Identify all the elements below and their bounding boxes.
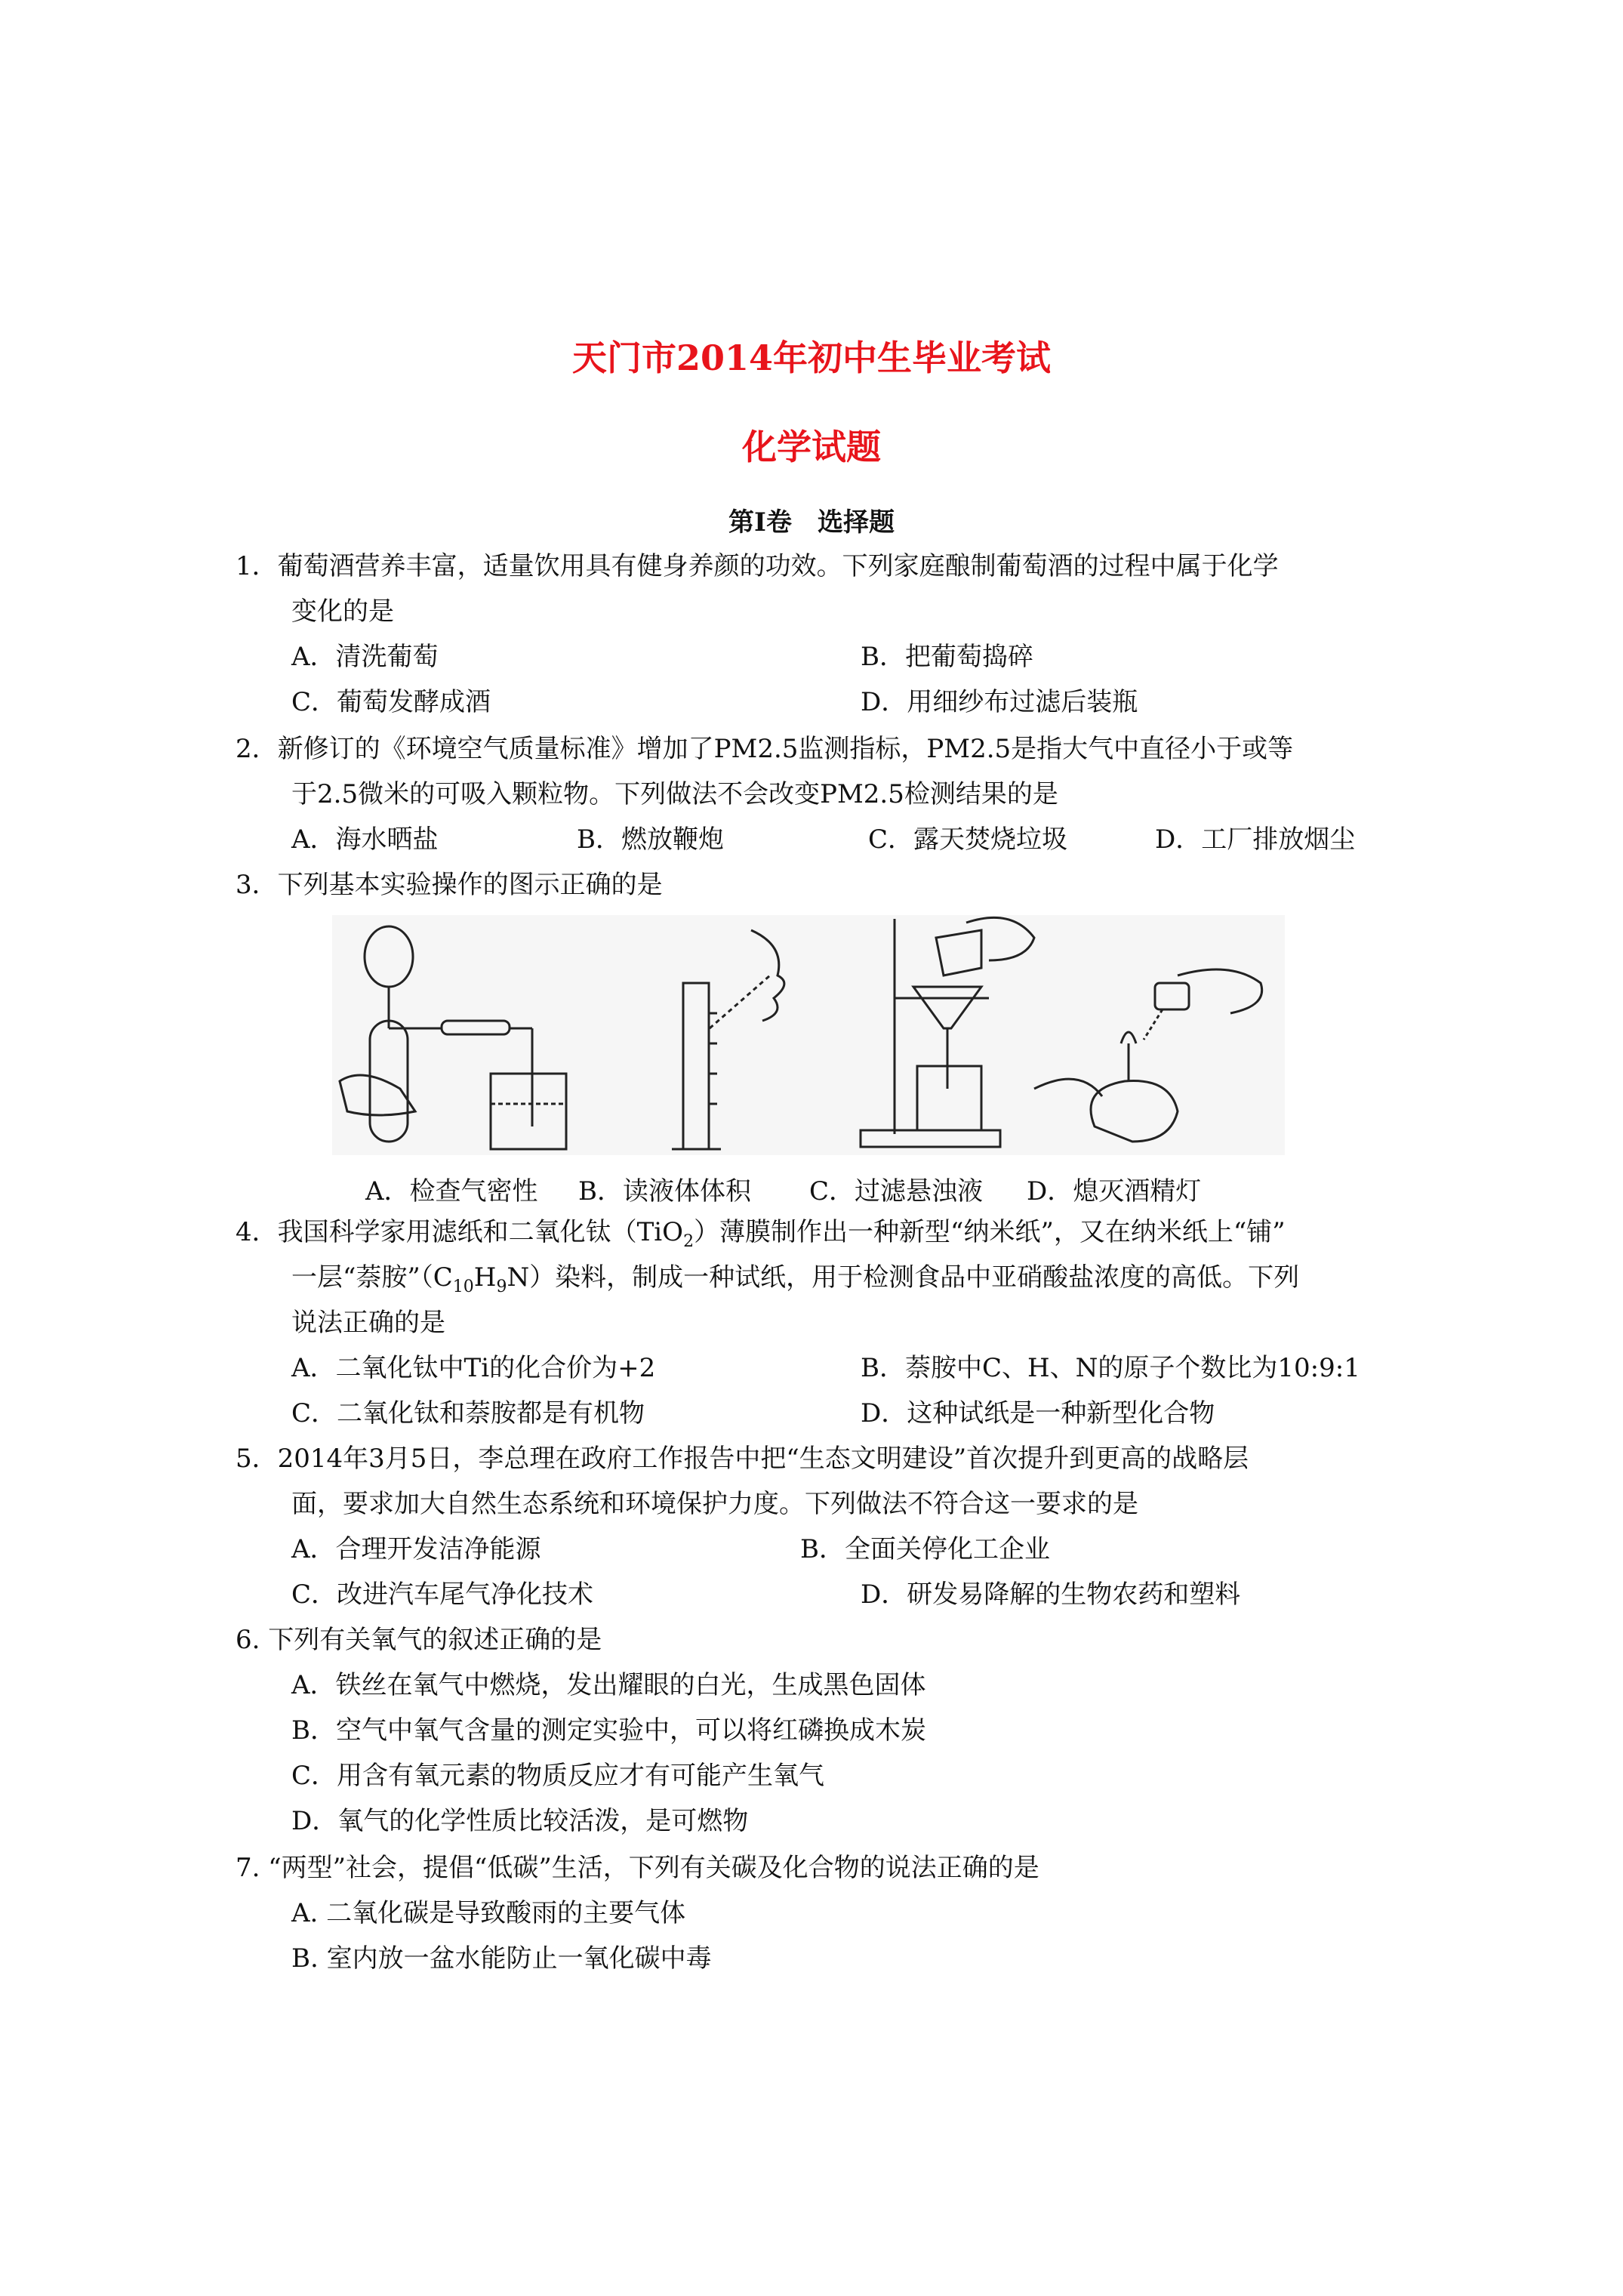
rubber-bulb-icon [365, 926, 413, 987]
q2-option-b: B．燃放鞭炮 [577, 824, 724, 855]
q4-stem-line1: 4．我国科学家用滤纸和二氧化钛（TiO$_2$）薄膜制作出一种新型“纳米纸”，又在纳米纸上“铺” [236, 1217, 1286, 1251]
lab-operations-figure [332, 915, 1285, 1155]
q2-option-d: D．工厂排放烟尘 [1155, 824, 1356, 855]
alcohol-lamp-icon [1091, 1081, 1178, 1142]
q4-option-c: C．二氧化钛和萘胺都是有机物 [291, 1398, 645, 1428]
lamp-cap-icon [1155, 983, 1189, 1009]
q7-stem: 7. “两型”社会，提倡“低碳”生活，下列有关碳及化合物的说法正确的是 [236, 1853, 1039, 1883]
section-heading: 第Ⅰ卷 选择题 [728, 507, 895, 538]
q4-stem-line2: 一层“萘胺$”(C_{10}H_9N)$染料，制成一种试纸，用于检测食品中亚硝酸盐浓度的高低。下列 [291, 1262, 1300, 1296]
face-icon [751, 930, 784, 1021]
q5-option-a: A．合理开发洁净能源 [291, 1534, 541, 1564]
funnel-icon [913, 987, 981, 1028]
q3-option-d: D．熄灭酒精灯 [1027, 1176, 1202, 1207]
q6-option-b: B．空气中氧气含量的测定实验中，可以将红磷换成木炭 [291, 1715, 926, 1746]
q1-stem-line2: 变化的是 [291, 596, 394, 627]
q3-option-b: B．读液体体积 [578, 1176, 751, 1207]
q2-stem-line1: 2．新修订的《环境空气质量标准》增加了PM2.5监测指标，PM2.5是指大气中直径小于或等 [236, 734, 1294, 764]
q4-option-b: B．萘胺中C、H、N的原子个数比为10:9:1 [861, 1353, 1360, 1383]
hand-icon [966, 917, 1034, 960]
q3-option-c: C．过滤悬浊液 [809, 1176, 984, 1207]
q1-option-c: C．葡萄发酵成酒 [291, 687, 491, 717]
q1-option-a: A．清洗葡萄 [291, 642, 439, 672]
lab-operations-drawing [332, 915, 1285, 1155]
q5-option-c: C．改进汽车尾气净化技术 [291, 1579, 594, 1610]
q5-option-d: D．研发易降解的生物农药和塑料 [861, 1579, 1241, 1610]
beaker-icon [491, 1074, 566, 1149]
q6-option-a: A．铁丝在氧气中燃烧，发出耀眼的白光，生成黑色固体 [291, 1670, 926, 1700]
q6-option-d: D．氧气的化学性质比较活泼，是可燃物 [291, 1806, 749, 1836]
exam-title: 天门市2014年初中生毕业考试 [571, 337, 1052, 378]
q4-option-d: D．这种试纸是一种新型化合物 [861, 1398, 1215, 1428]
test-tube-icon [370, 1021, 408, 1142]
q2-option-c: C．露天焚烧垃圾 [868, 824, 1068, 855]
q1-option-b: B．把葡萄捣碎 [861, 642, 1033, 672]
q5-option-b: B．全面关停化工企业 [800, 1534, 1050, 1564]
q2-stem-line2: 于2.5微米的可吸入颗粒物。下列做法不会改变PM2.5检测结果的是 [291, 779, 1058, 809]
q4-option-a: A．二氧化钛中Ti的化合价为+2 [291, 1353, 656, 1383]
q7-option-a: A. 二氧化碳是导致酸雨的主要气体 [291, 1898, 686, 1928]
q6-stem: 6. 下列有关氧气的叙述正确的是 [236, 1625, 602, 1655]
pouring-beaker-icon [936, 930, 981, 975]
q1-stem-line1: 1．葡萄酒营养丰富，适量饮用具有健身养颜的功效。下列家庭酿制葡萄酒的过程中属于化学 [236, 551, 1279, 581]
q3-stem: 3．下列基本实验操作的图示正确的是 [236, 870, 663, 900]
q4-stem-line3: 说法正确的是 [291, 1308, 445, 1338]
beaker-icon [917, 1066, 981, 1130]
exam-subtitle: 化学试题 [742, 427, 881, 467]
q2-option-a: A．海水晒盐 [291, 824, 439, 855]
flame-icon [1121, 1032, 1136, 1043]
q3-option-a: A．检查气密性 [365, 1176, 538, 1207]
q7-option-b: B. 室内放一盆水能防止一氧化碳中毒 [291, 1943, 712, 1974]
hand-icon [1178, 969, 1262, 1013]
hand-icon [340, 1075, 415, 1115]
q5-stem-line2: 面，要求加大自然生态系统和环境保护力度。下列做法不符合这一要求的是 [291, 1489, 1138, 1519]
graduated-cylinder-icon [683, 983, 709, 1149]
q6-option-c: C．用含有氧元素的物质反应才有可能产生氧气 [291, 1761, 825, 1791]
q5-stem-line1: 5．2014年3月5日，李总理在政府工作报告中把“生态文明建设”首次提升到更高的战略层 [236, 1444, 1249, 1474]
q1-option-d: D．用细纱布过滤后装瓶 [861, 687, 1138, 717]
